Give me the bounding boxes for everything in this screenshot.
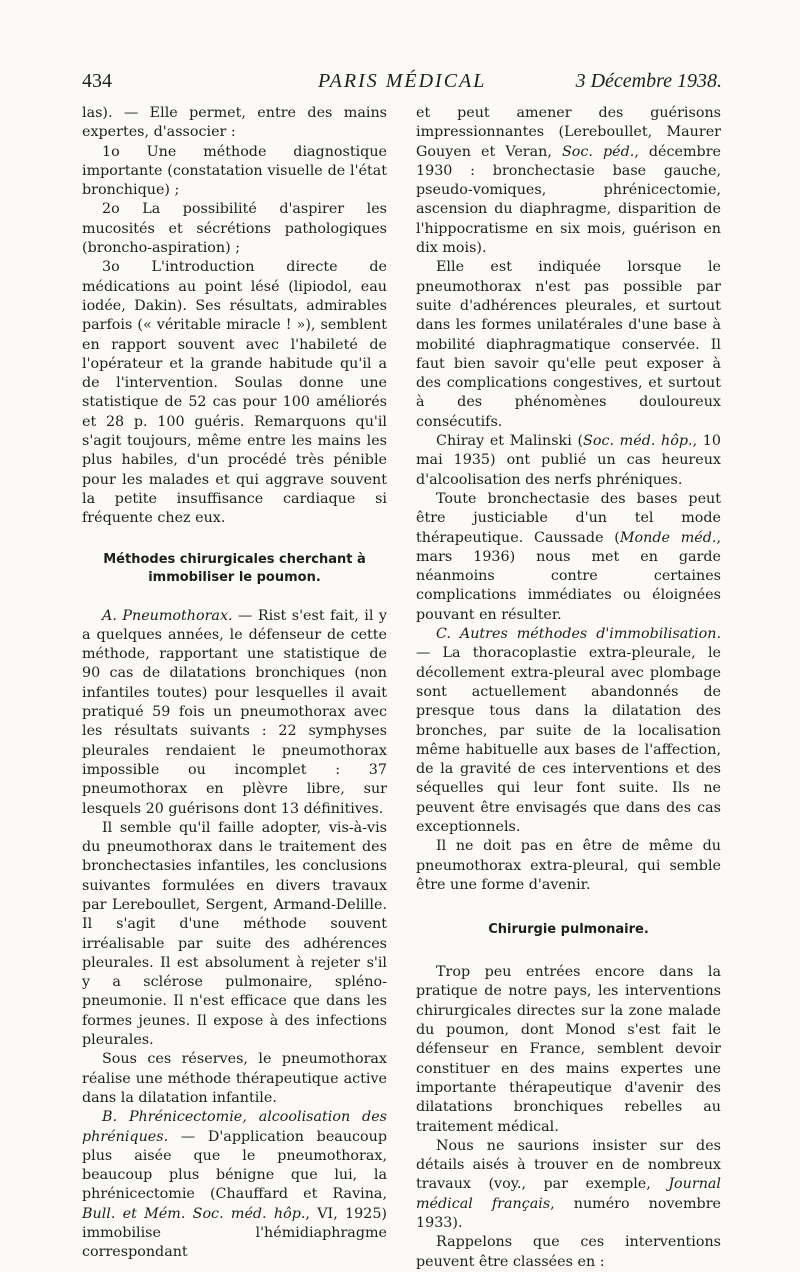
section-heading-chirurgie: Chirurgie pulmonaire. (488, 922, 649, 938)
paragraph-autres-methodes: C. Autres méthodes d'immobilisation. — La thoracoplastie extra-pleurale, le décollement extra-pleural avec plombage sont actuellement abandonnés de presque tous dans la dilatation des bronches, par suite de la localisation même habituelle aux bases de l'affection, de la gravité de ces interventions et des séquelles qui leur font suite. Ils ne peuvent être envisagés que dans des cas exceptionnels. (416, 626, 721, 835)
paragraph: Rappelons que ces interventions peuvent être classées en : (416, 1234, 721, 1270)
subsection-label: C. Autres méthodes d'immobilisation. (436, 626, 721, 643)
paragraph: Il semble qu'il faille adopter, vis-à-vis du pneumothorax dans le traitement des bronchectasies infantiles, les conclusions suivantes formulées en divers travaux par Lereboullet, Sergent, Armand-Delille. Il s'agit d'une méthode souvent irréalisable par suite des adhérences pleurales. Il est absolument à rejeter s'il y a sclérose pulmonaire, spléno-pneumonie. Il n'est efficace que dans les formes jeunes. Il expose à des infections pleurales. (82, 819, 387, 1049)
citation: Journal médical français (416, 1176, 721, 1212)
paragraph: Sous ces réserves, le pneumothorax réalise une méthode thérapeutique active dans la dilatation infantile. (82, 1051, 387, 1106)
paragraph-pneumothorax: A. Pneumothorax. — Rist s'est fait, il y a quelques années, le défenseur de cette méthode, rapportant une statistique de 90 cas de dilatations bronchiques (non infantiles toutes) pour lesquelles il avait pratiqué 59 fois un pneumothorax avec les résultats suivants : 22 symphyses pleurales rendaient le pneumothorax impossible ou incomplet : 37 pneumothorax en plèvre libre, sur lesquels 20 guérisons dont 13 définitives. (82, 607, 387, 817)
paragraph: las). — Elle permet, entre des mains expertes, d'associer : (82, 105, 387, 141)
paragraph: Toute bronchectasie des bases peut être justiciable d'un tel mode thérapeutique. Caussade (Monde méd., mars 1936) nous met en garde néanmoins contre certaines complications immédiates ou éloignées pouvant en résulter. (416, 490, 721, 623)
journal-title: PARIS MÉDICAL (318, 70, 487, 92)
page-number: 434 (82, 70, 112, 92)
paragraph: Elle est indiquée lorsque le pneumothorax n'est pas possible par suite d'adhérences pleurales, et surtout dans les formes unilatérales d'une base à mobilité diaphragmatique conservée. Il faut bien savoir qu'elle peut exposer à des complications congestives, et surtout à des phénomènes douloureux consécutifs. (416, 259, 721, 430)
paragraph: Nous ne saurions insister sur des détails aisés à trouver en de nombreux travaux (voy., par exemple, Journal médical français, numéro novembre 1933). (416, 1137, 721, 1232)
paragraph: Chiray et Malinski (Soc. méd. hôp., 10 mai 1935) ont publié un cas heureux d'alcoolisation des nerfs phréniques. (416, 433, 721, 488)
paragraph-phrenicectomie: B. Phrénicectomie, alcoolisation des phréniques. — D'application beaucoup plus aisée que le pneumothorax, beaucoup plus bénigne que lui, la phrénicectomie (Chauffard et Ravina, Bull. et Mém. Soc. méd. hôp., VI, 1925) immobilise l'hémidiaphragme correspondant (82, 1109, 387, 1261)
citation: Soc. méd. hôp. (583, 433, 693, 450)
issue-date: 3 Décembre 1938. (575, 70, 722, 92)
paragraph: Trop peu entrées encore dans la pratique de notre pays, les interventions chirurgicales directes sur la zone malade du poumon, dont Monod s'est fait le défenseur en France, semblent devoir constituer en des mains expertes une importante thérapeutique d'avenir des dilatations bronchiques rebelles au traitement médical. (416, 964, 721, 1135)
paragraph: 1o Une méthode diagnostique importante (constatation visuelle de l'état bronchique) ; (82, 143, 387, 199)
page-header (82, 70, 722, 96)
subsection-label: B. Phrénicectomie, alcoolisation des phréniques. (82, 1109, 387, 1145)
left-column (82, 104, 387, 1263)
paragraph: Il ne doit pas en être de même du pneumothorax extra-pleural, qui semble être une forme d'avenir. (416, 838, 721, 893)
paragraph: 2o La possibilité d'aspirer les mucosités et sécrétions pathologiques (broncho-aspiration) ; (82, 201, 387, 257)
citation: Monde méd. (619, 529, 717, 546)
section-heading-methodes: Méthodes chirurgicales cherchant à immobiliser le poumon. (103, 551, 366, 585)
right-column (416, 104, 721, 1272)
citation: Soc. péd. (561, 143, 635, 160)
paragraph: 3o L'introduction directe de médications au point lésé (lipiodol, eau iodée, Dakin). Ses résultats, admirables parfois (« véritable miracle ! »), semblent en rapport souvent avec l'habileté de l'opérateur et la grande habitude qu'il a de l'intervention. Soulas donne une statistique de 52 cas pour 100 améliorés et 28 p. 100 guéris. Remarquons qu'il s'agit toujours, même entre les mains les plus habiles, d'un procédé très pénible pour les malades et qui aggrave souvent la petite insuffisance cardiaque si fréquente chez eux. (82, 259, 387, 527)
subsection-label: A. Pneumothorax. (102, 607, 233, 624)
citation: Bull. et Mém. Soc. méd. hôp. (82, 1205, 306, 1222)
paragraph: et peut amener des guérisons impressionnantes (Lereboullet, Maurer Gouyen et Veran, Soc. péd., décembre 1930 : bronchectasie base gauche, pseudo-vomiques, phrénicectomie, ascension du diaphragme, disparition de l'hippocratisme en six mois, guérison en dix mois). (416, 105, 721, 257)
